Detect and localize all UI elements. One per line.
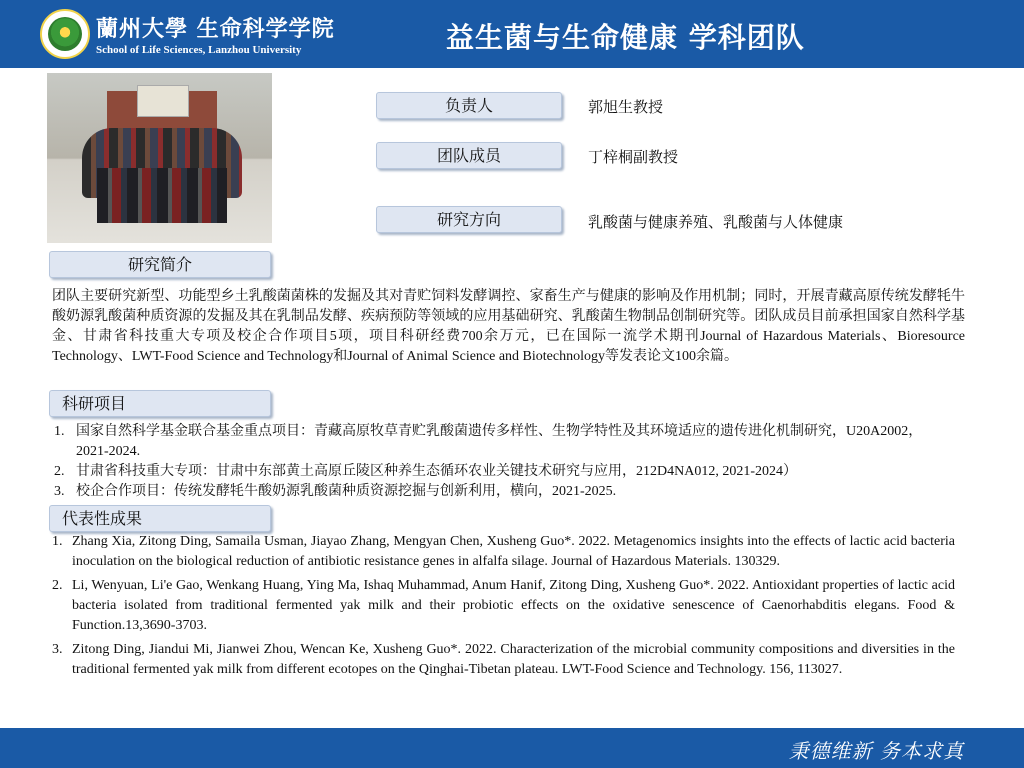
- leader-value: 郭旭生教授: [588, 98, 664, 116]
- team-photo: [47, 73, 272, 243]
- projects-list: [54, 422, 944, 502]
- header-bar: [0, 0, 1024, 68]
- achievements-list: [52, 532, 955, 684]
- list-item: 2. Li, Wenyuan, Li'e Gao, Wenkang Huang, Ying Ma, Ishaq Muhammad, Anum Hanif, Zitong Ding, Xusheng Guo*. 2022. Antioxidant properties of lactic acid bacteria isolated from traditional fermented yak milk and their probiotic effects on the oxidative senescence of Caenorhabditis elegans. Food & Function.13,3690-3703.: [52, 578, 955, 633]
- page-title: 益生菌与生命健康 学科团队: [446, 21, 805, 54]
- university-name-cn: 蘭州大學 生命科学学院: [96, 16, 335, 42]
- footer-bar: [0, 728, 1024, 768]
- list-item: 2. 甘肃省科技重大专项：甘肃中东部黄土高原丘陵区种养生态循环农业关键技术研究与应用，212D4NA012, 2021-2024）: [54, 464, 797, 479]
- direction-label: 研究方向: [376, 206, 562, 233]
- university-name-en: School of Life Sciences, Lanzhou University: [96, 44, 302, 56]
- achievements-label: 代表性成果: [49, 505, 271, 532]
- list-item: 3. 校企合作项目：传统发酵牦牛酸奶源乳酸菌种质资源挖掘与创新利用，横向，2021-2025.: [54, 484, 617, 499]
- direction-value: 乳酸菌与健康养殖、乳酸菌与人体健康: [588, 213, 844, 231]
- members-label: 团队成员: [376, 142, 562, 169]
- projects-label: 科研项目: [49, 390, 271, 417]
- photo-crowd-front: [97, 168, 227, 223]
- leader-label: 负责人: [376, 92, 562, 119]
- members-value: 丁梓桐副教授: [588, 148, 679, 166]
- list-item: 3. Zitong Ding, Jiandui Mi, Jianwei Zhou, Wencan Ke, Xusheng Guo*. 2022. Characterization of the microbial community compositions and diversities in the traditional fermented yak milk from different ecotopes on the Qinghai-Tibetan plateau. LWT-Food Science and Technology. 156, 113027.: [52, 642, 955, 677]
- list-item: 1. Zhang Xia, Zitong Ding, Samaila Usman, Jiayao Zhang, Mengyan Chen, Xusheng Guo*. 2022. Metagenomics insights into the effects of lactic acid bacteria inoculation on the biological reduction of antibiotic resistance genes in alfalfa silage. Journal of Hazardous Materials. 130329.: [52, 534, 955, 569]
- university-motto: 秉德维新 务本求真: [788, 739, 964, 763]
- intro-text: 团队主要研究新型、功能型乡土乳酸菌菌株的发掘及其对青贮饲料发酵调控、家畜生产与健康的影响及作用机制；同时，开展青藏高原传统发酵牦牛酸奶源乳酸菌种质资源的发掘及其在乳制品发酵、疾病预防等领域的应用基础研究、乳酸菌生物制品创制研究等。团队成员目前承担国家自然科学基金、甘肃省科技重大专项及校企合作项目5项，项目科研经费700余万元，已在国际一流学术期刊Journal of Hazardous Materials、Bioresource Technology、LWT-Food Science and Technology和Journal of Animal Science and Biotechnology等发表论文100余篇。: [52, 289, 965, 364]
- intro-label: 研究简介: [49, 251, 271, 278]
- university-seal-icon: [40, 9, 90, 59]
- list-item: 1. 国家自然科学基金联合基金重点项目：青藏高原牧草青贮乳酸菌遗传多样性、生物学特性及其环境适应的遗传进化机制研究，U20A2002，2021-2024.: [54, 424, 923, 459]
- photo-sign: [137, 85, 189, 117]
